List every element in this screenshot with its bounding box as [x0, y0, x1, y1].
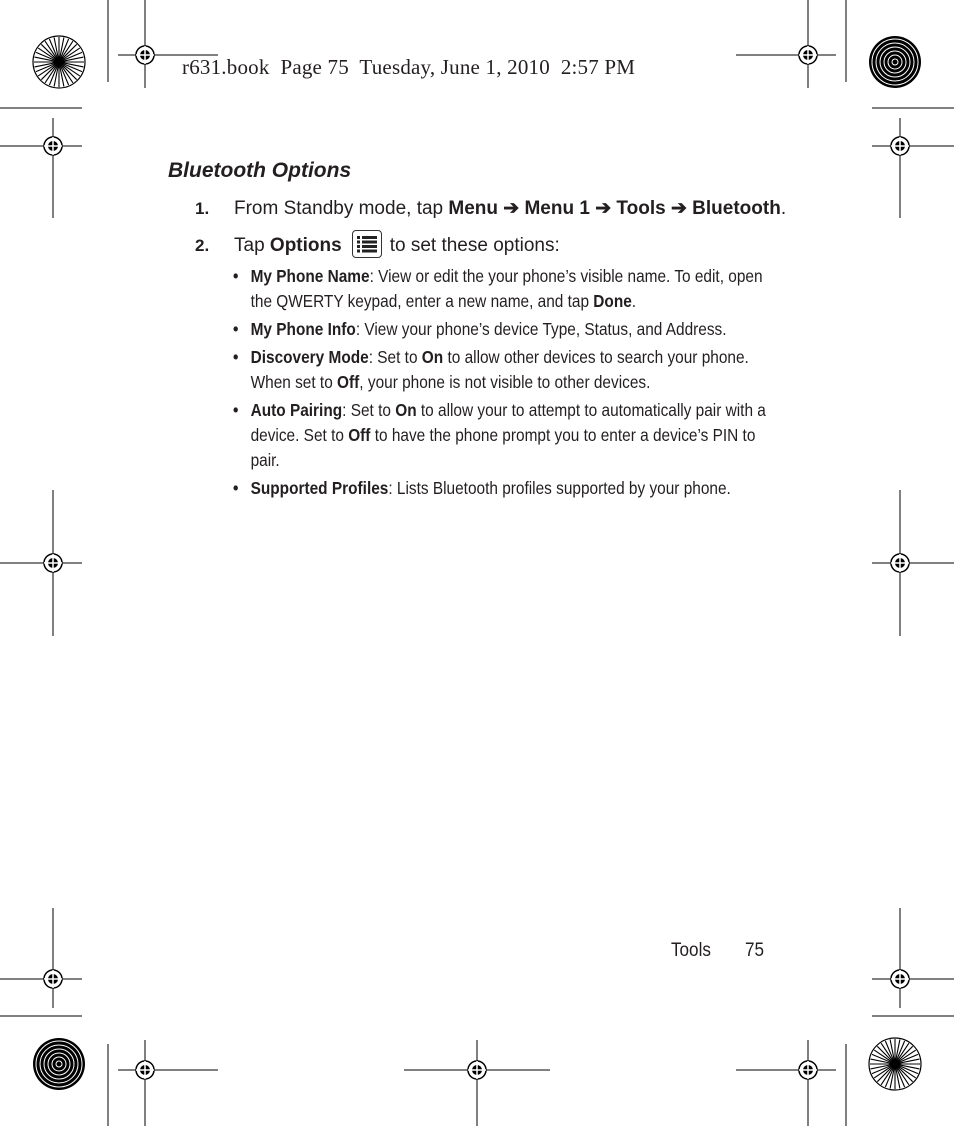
option-desc: : View your phone’s device Type, Status, and Address.: [355, 319, 727, 339]
period: .: [780, 198, 787, 219]
option-term: My Phone Info: [250, 319, 356, 339]
print-header: r631.book Page 75 Tuesday, June 1, 2010 2:57 PM: [182, 55, 636, 79]
step-2: [195, 232, 560, 260]
arrow: ➔: [670, 198, 687, 219]
footer-section: Tools: [671, 940, 711, 961]
option-term: On: [421, 347, 444, 367]
step-1: [195, 197, 786, 220]
step-text: From Standby mode, tap: [234, 198, 449, 219]
option-term: My Phone Name: [250, 266, 370, 286]
option-desc: : View or edit the your phone’s visible name. To edit, open the QWERTY keypad, enter a new name, and tap: [250, 266, 763, 311]
list-item: [233, 476, 787, 501]
list-item: [233, 398, 787, 473]
option-desc: : Lists Bluetooth profiles supported by your phone.: [388, 478, 731, 498]
option-term: Done: [593, 291, 632, 311]
option-desc: to allow your to attempt to automatically pair with a device. Set to: [250, 400, 766, 445]
options-label: Options: [269, 235, 342, 257]
step-number: 1.: [195, 199, 210, 218]
step-number: 2.: [195, 236, 210, 256]
menu-1-label: Menu 1: [524, 198, 590, 219]
option-desc: .: [631, 291, 637, 311]
option-desc: to allow other devices to search your phone. When set to: [250, 347, 749, 392]
option-term: On: [395, 400, 417, 420]
step-text: to set these options:: [389, 235, 560, 257]
option-desc: to have the phone prompt you to enter a device’s PIN to pair.: [250, 425, 756, 470]
option-desc: : Set to: [342, 400, 396, 420]
arrow: ➔: [595, 198, 612, 219]
step-text: Tap: [234, 235, 270, 257]
list-item: [233, 317, 787, 342]
tools-label: Tools: [616, 198, 666, 219]
arrow: ➔: [503, 198, 520, 219]
section-title: Bluetooth Options: [168, 159, 352, 182]
option-term: Supported Profiles: [250, 478, 389, 498]
page-number: 75: [745, 940, 765, 961]
list-item: [233, 264, 787, 314]
option-desc: , your phone is not visible to other devices.: [359, 372, 651, 392]
menu-label: Menu: [448, 198, 498, 219]
option-term: Discovery Mode: [250, 347, 369, 367]
option-term: Off: [337, 372, 360, 392]
bluetooth-label: Bluetooth: [692, 198, 781, 219]
options-list: [233, 264, 766, 504]
option-term: Off: [348, 425, 371, 445]
option-desc: : Set to: [368, 347, 422, 367]
list-item: [233, 345, 787, 395]
option-term: Auto Pairing: [250, 400, 343, 420]
options-list-icon: [352, 230, 382, 258]
